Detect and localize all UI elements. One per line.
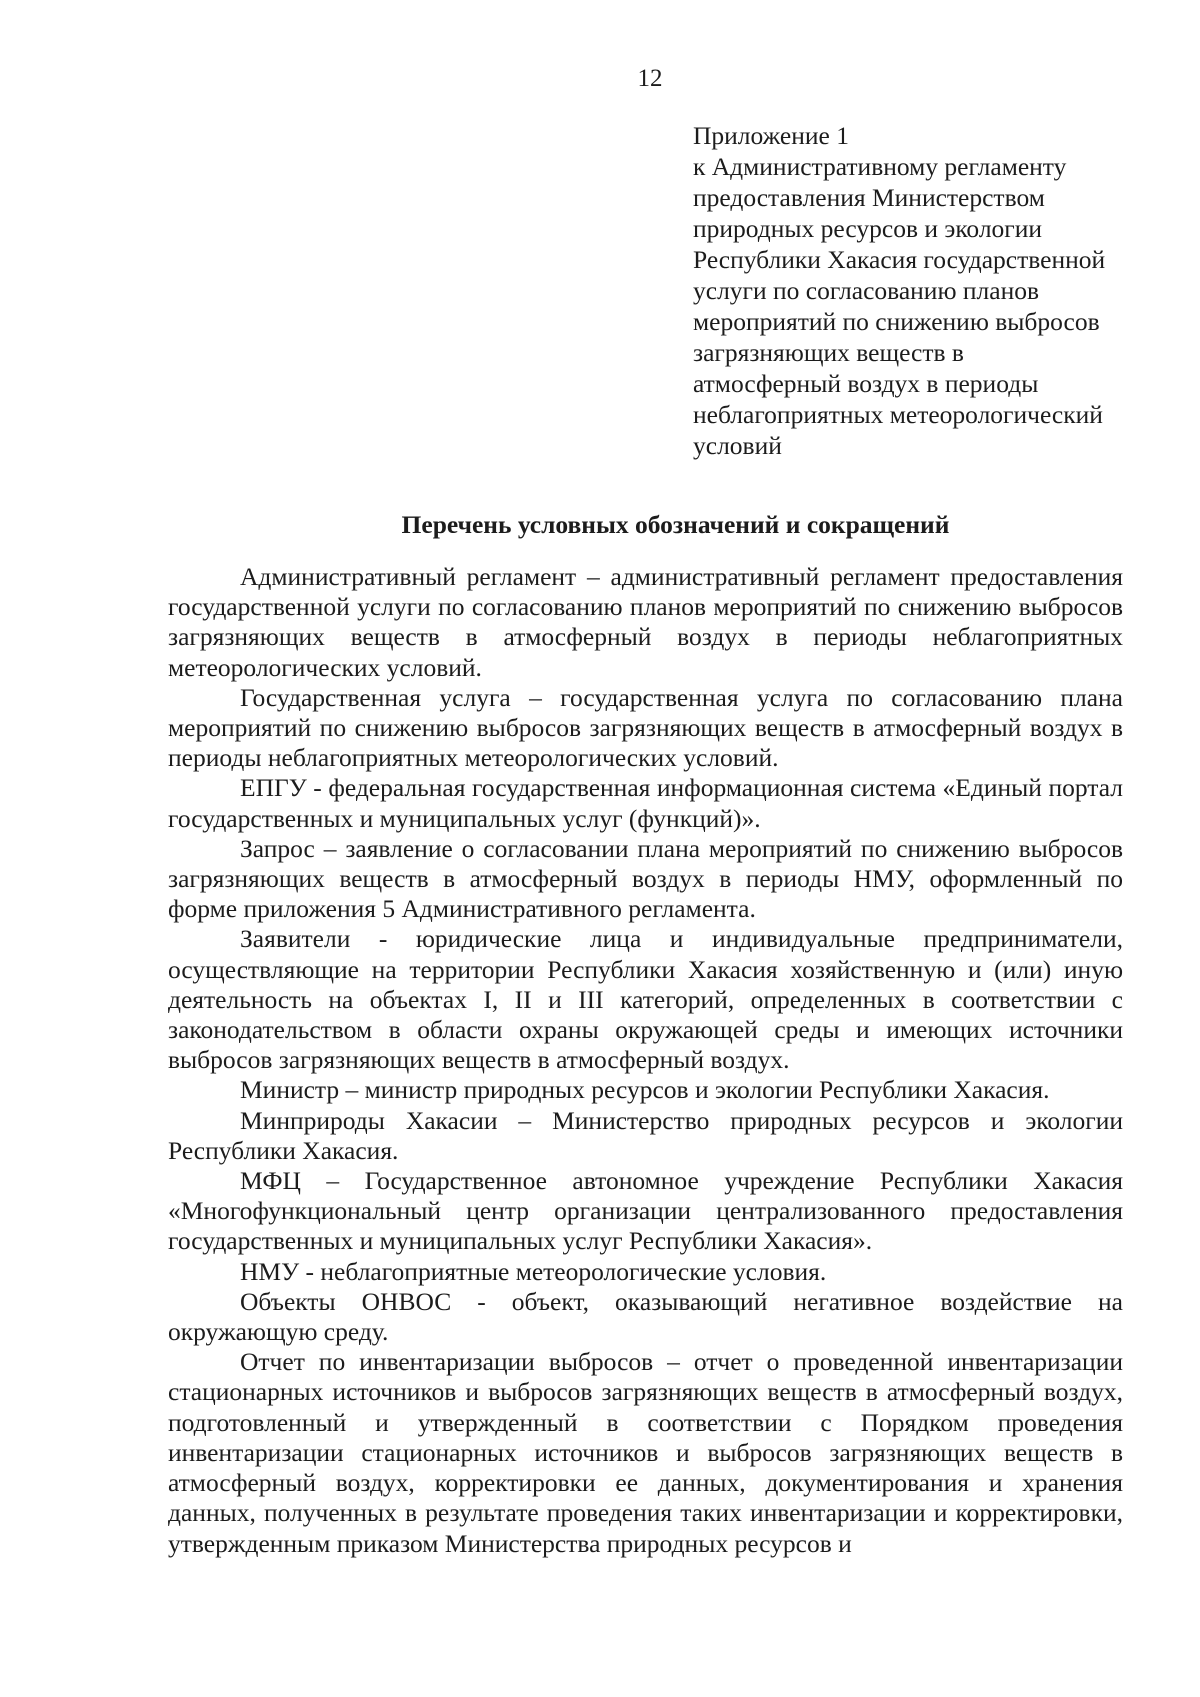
definition-paragraph: Объекты ОНВОС - объект, оказывающий негативное воздействие на окружающую среду. (168, 1286, 1123, 1347)
definition-paragraph: Министр – министр природных ресурсов и экологии Республики Хакасия. (240, 1075, 1050, 1105)
appendix-line: природных ресурсов и экологии (693, 214, 1043, 243)
appendix-line: предоставления Министерством (693, 183, 1045, 212)
definition-paragraph: НМУ - неблагоприятные метеорологические условия. (240, 1256, 827, 1286)
definition-paragraph: МФЦ – Государственное автономное учреждение Республики Хакасия «Многофункциональный центр организации централизованного предоставления государственных и муниципальных услуг Республики Хакасия». (168, 1166, 1123, 1256)
page-number: 12 (637, 65, 663, 92)
definition-paragraph: Минприроды Хакасии – Министерство природных ресурсов и экологии Республики Хакасия. (168, 1105, 1123, 1165)
section-heading: Перечень условных обозначений и сокращений (401, 510, 950, 539)
definition-paragraph: Административный регламент – административный регламент предоставления государственной услуги по согласованию планов мероприятий по снижению выбросов загрязняющих веществ в атмосферный воздух в периоды неблагоприятных метеорологических условий. (168, 562, 1123, 682)
appendix-line: к Административному регламенту (693, 152, 1067, 181)
appendix-header (693, 120, 1163, 461)
appendix-line: услуги по согласованию планов (693, 276, 1040, 305)
body-text (168, 562, 1123, 1559)
appendix-line: мероприятий по снижению выбросов (693, 307, 1100, 336)
appendix-line: неблагоприятных метеорологический (693, 400, 1103, 429)
appendix-line: условий (693, 431, 782, 460)
definition-paragraph: Государственная услуга – государственная услуга по согласованию плана мероприятий по снижению выбросов загрязняющих веществ в атмосферный воздух в периоды неблагоприятных метеорологических условий. (168, 682, 1123, 773)
definition-paragraph: Запрос – заявление о согласовании плана мероприятий по снижению выбросов загрязняющих веществ в атмосферный воздух в периоды НМУ, оформленный по форме приложения 5 Административного регламента. (168, 833, 1123, 924)
definition-paragraph: ЕПГУ - федеральная государственная информационная система «Единый портал государственных и муниципальных услуг (функций)». (168, 773, 1123, 833)
appendix-line: Приложение 1 (693, 121, 849, 150)
definition-paragraph: Заявители - юридические лица и индивидуальные предприниматели, осуществляющие на территории Республики Хакасия хозяйственную и (или) иную деятельность на объектах I, II и III категорий, определенных в соответствии с законодательством в области охраны окружающей среды и имеющих источники выбросов загрязняющих веществ в атмосферный воздух. (168, 924, 1123, 1075)
definition-paragraph: Отчет по инвентаризации выбросов – отчет о проведенной инвентаризации стационарных источников и выбросов загрязняющих веществ в атмосферный воздух, подготовленный и утвержденный в соответствии с Порядком проведения инвентаризации стационарных источников и выбросов загрязняющих веществ в атмосферный воздух, корректировки ее данных, документирования и хранения данных, полученных в результате проведения таких инвентаризации и корректировки, утвержденным приказом Министерства природных ресурсов и (168, 1347, 1123, 1558)
appendix-line: загрязняющих веществ в (693, 338, 964, 367)
appendix-line: атмосферный воздух в периоды (693, 369, 1039, 398)
appendix-line: Республики Хакасия государственной (693, 245, 1106, 274)
